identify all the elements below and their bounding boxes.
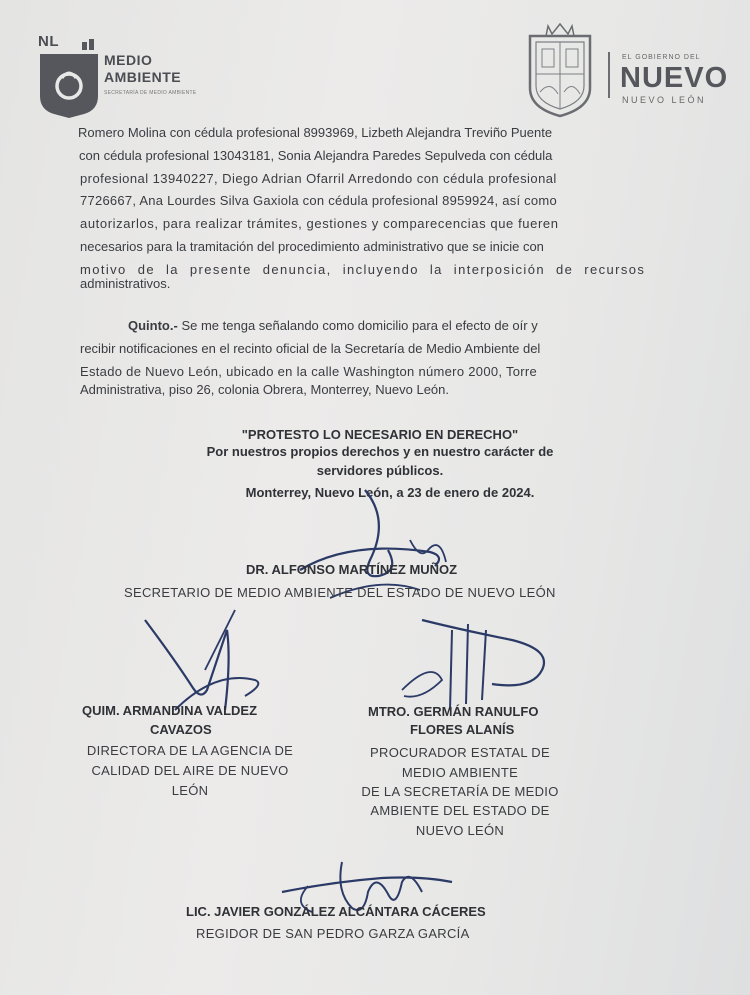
signatory-2-role-line-3: LEÓN bbox=[171, 783, 209, 798]
signature-3-icon bbox=[392, 600, 572, 720]
signatory-1-role: SECRETARIO DE MEDIO AMBIENTE DEL ESTADO DE NUEVO LEÓN bbox=[124, 585, 556, 600]
signatory-4-role: REGIDOR DE SAN PEDRO GARZA GARCÍA bbox=[196, 926, 470, 941]
signatory-2-role-line-1: DIRECTORA DE LA AGENCIA DE bbox=[86, 743, 294, 758]
p1-line-1: Romero Molina con cédula profesional 8993969, Lizbeth Alejandra Treviño Puente bbox=[78, 125, 553, 140]
p1-line-3: profesional 13940227, Diego Adrian Ofarril Arredondo con cédula profesional bbox=[80, 171, 557, 186]
signatory-3-role-line-3: DE LA SECRETARÍA DE MEDIO bbox=[361, 784, 559, 799]
signature-4-icon bbox=[272, 852, 472, 932]
signatory-3-role-line-1: PROCURADOR ESTATAL DE bbox=[370, 745, 550, 760]
gov-nuevo-leon-text: NUEVO LEÓN bbox=[622, 95, 707, 105]
quinto-lead: Quinto.- bbox=[128, 318, 178, 333]
signatory-2-name-line-2: CAVAZOS bbox=[150, 722, 212, 737]
state-coat-of-arms-icon bbox=[522, 22, 598, 120]
p2-line-3: Estado de Nuevo León, ubicado en la calle Washington número 2000, Torre bbox=[80, 364, 538, 379]
nl-mark: NL bbox=[38, 33, 59, 50]
p2-line-1-text: Se me tenga señalando como domicilio para el efecto de oír y bbox=[181, 318, 538, 333]
derechos-line-2: servidores públicos. bbox=[316, 463, 444, 478]
signatory-2-role-line-2: CALIDAD DEL AIRE DE NUEVO bbox=[91, 763, 289, 778]
protesto-line: "PROTESTO LO NECESARIO EN DERECHO" bbox=[241, 427, 519, 442]
signatory-3-role-line-5: NUEVO LEÓN bbox=[415, 823, 505, 838]
p1-line-7: motivo de la presente denuncia, incluyendo la interposición de recursos bbox=[80, 262, 646, 277]
header-divider bbox=[608, 52, 610, 98]
signatory-2-name-line-1: QUIM. ARMANDINA VALDEZ bbox=[82, 703, 258, 718]
derechos-line-1: Por nuestros propios derechos y en nuestro carácter de bbox=[206, 444, 554, 459]
p1-line-6: necesarios para la tramitación del procedimiento administrativo que se inicie con bbox=[80, 239, 544, 254]
gov-nuevo-wordmark: NUEVO bbox=[620, 62, 729, 94]
signatory-3-role-line-2: MEDIO AMBIENTE bbox=[401, 765, 519, 780]
signatory-1-name: DR. ALFONSO MARTÍNEZ MUÑOZ bbox=[246, 562, 458, 577]
p2-line-4: Administrativa, piso 26, colonia Obrera, Monterrey, Nuevo León. bbox=[80, 382, 449, 397]
p2-line-1 bbox=[128, 316, 538, 335]
signatory-3-name-line-1: MTRO. GERMÁN RANULFO bbox=[368, 704, 539, 719]
medio-ambiente-subtitle: SECRETARÍA DE MEDIO AMBIENTE bbox=[104, 90, 197, 96]
p1-line-8: administrativos. bbox=[80, 276, 171, 291]
gov-small-text: EL GOBIERNO DEL bbox=[622, 54, 701, 61]
signatory-3-name-line-2: FLORES ALANÍS bbox=[410, 722, 515, 737]
p1-line-4: 7726667, Ana Lourdes Silva Gaxiola con cédula profesional 8959924, así como bbox=[80, 193, 557, 208]
p1-line-2: con cédula profesional 13043181, Sonia Alejandra Paredes Sepulveda con cédula bbox=[79, 148, 553, 163]
place-date-line: Monterrey, Nuevo León, a 23 de enero de 2024. bbox=[245, 485, 535, 500]
signatory-3-role-line-4: AMBIENTE DEL ESTADO DE bbox=[370, 803, 550, 818]
signature-2-icon bbox=[135, 600, 275, 740]
p2-line-2: recibir notificaciones en el recinto oficial de la Secretaría de Medio Ambiente del bbox=[80, 341, 541, 356]
signatory-4-name: LIC. JAVIER GONZÁLEZ ALCÁNTARA CÁCERES bbox=[186, 904, 486, 919]
medio-ambiente-title: MEDIO AMBIENTE bbox=[104, 52, 182, 85]
p1-line-5: autorizarlos, para realizar trámites, gestiones y comparecencias que fueren bbox=[80, 216, 559, 231]
